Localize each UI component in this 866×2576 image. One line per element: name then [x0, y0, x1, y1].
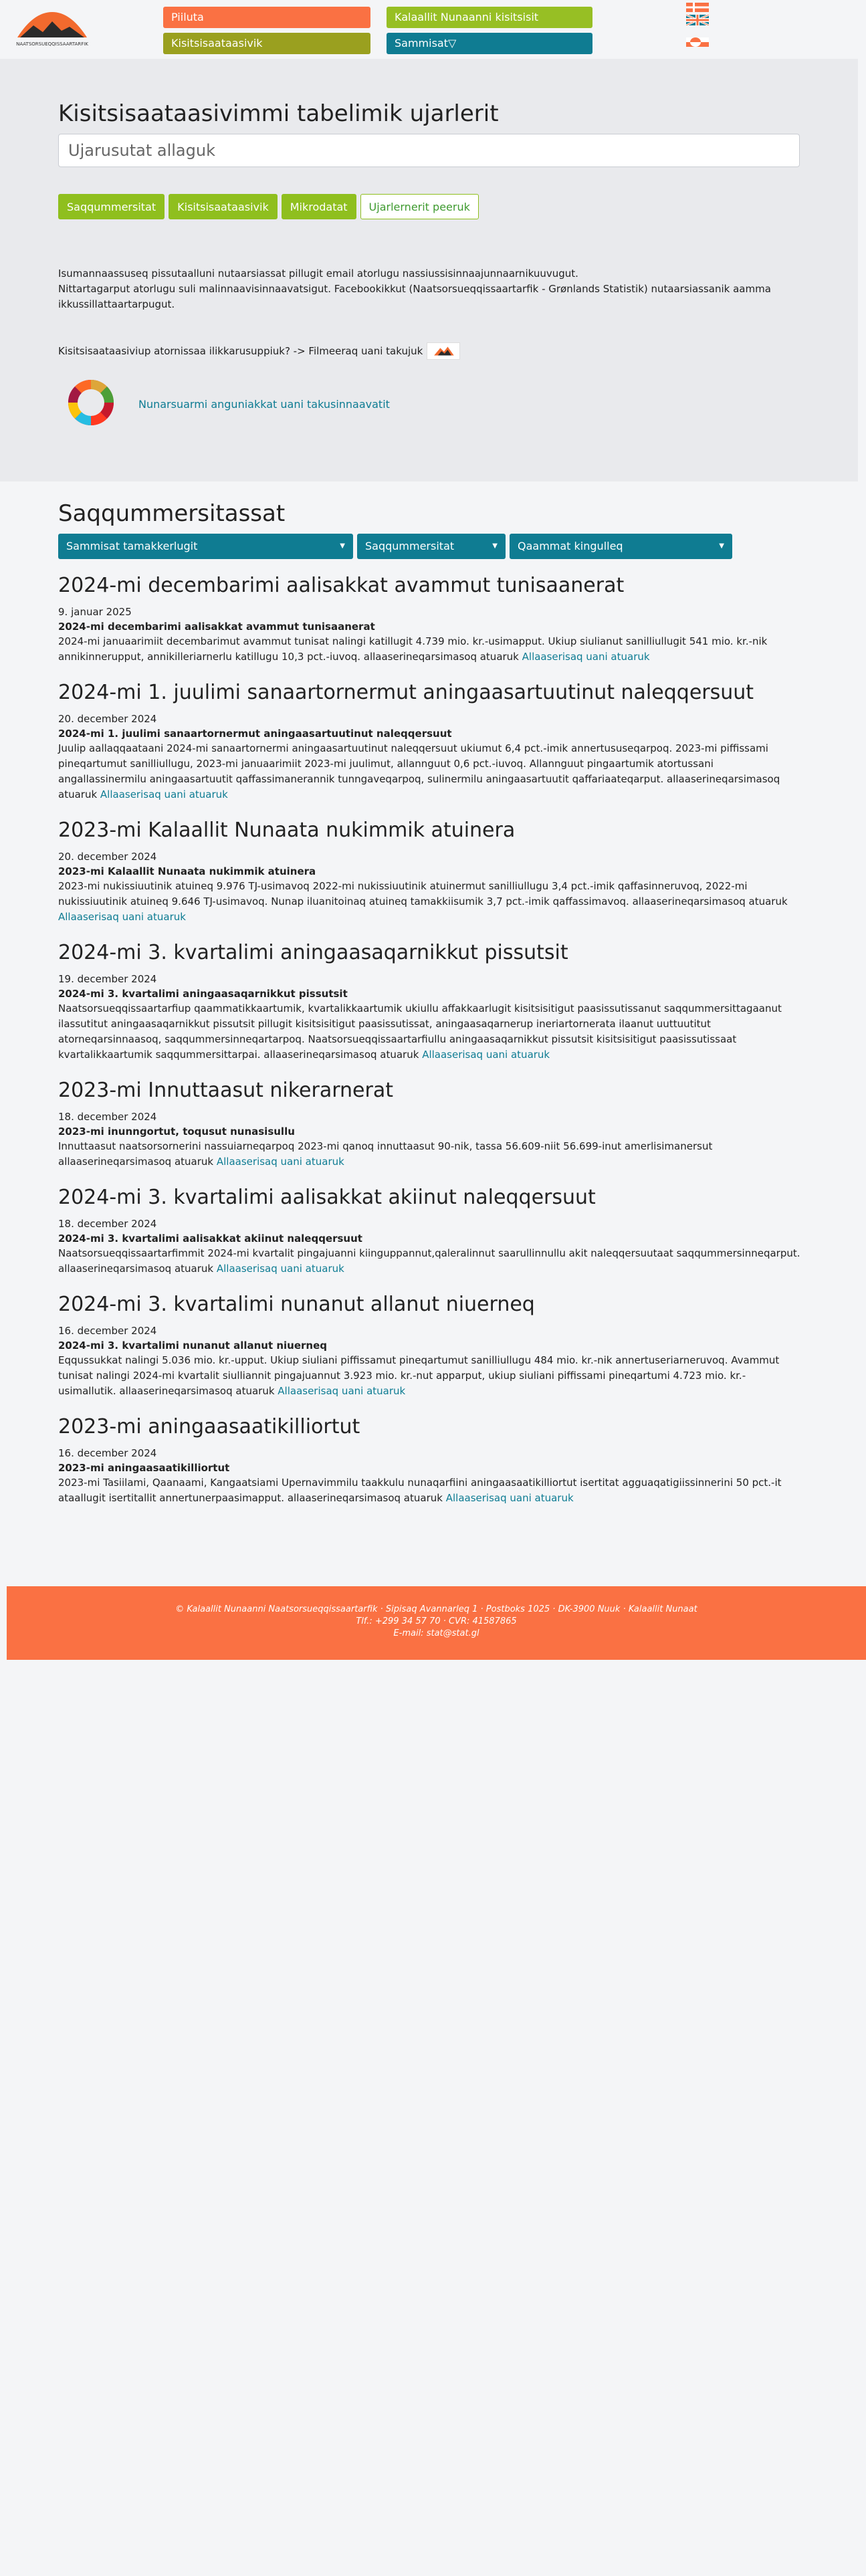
news-item: [58, 1289, 800, 1399]
logo-text: NAATSORSUEQQISSAARTARFIK: [16, 41, 88, 47]
news-item-text: 2023-mi nukissiuutinik atuineq 9.976 TJ-usimavoq 2022-mi nukissiuutinik atuinermut sanilliullugu 3,4 pct.-imik qaffasinneruvoq, 2022-mi nukissiuutinik atuineq 9.646 TJ-usimavoq. Nunap iluanitoinaq atuineq tamakkiisumik 3,7 pct.-imik qaffassimavoq. allaaserineqarsimasoq atuaruk: [58, 880, 788, 907]
news-item-text: Juulip aallaqqaataani 2024-mi sanaartornermi aningaasartuutinut naleqqersuut ukiumut 6,4 pct.-imik annertususeqarpoq. 2023-mi piffissami pineqartumut sanilliullugu, 2023-mi januaarimiit 2023-mi juulimut, allannguut 0,6 pct.-iuvoq. Allannguut pingaartumik atortussani angallassinermilu aningaasartuutit qaffassimanerannik tunngaveqarpoq, sulinermilu aningaasartuutit qaffariaateqarput. allaaserineqarsimasoq atuaruk: [58, 742, 780, 800]
film-text: Kisitsisaataasiviup atornissaa ilikkarusuppiuk? -> Filmeeraq uani takujuk: [58, 345, 423, 357]
intro-line-1: Isumannaassuseq pissutaalluni nutaarsiassat pillugit email atorlugu nassiussisinnaajunnaarnikuuvugut.: [58, 267, 578, 280]
news-item-date: 16. december 2024: [58, 1447, 157, 1459]
news-item: [58, 937, 800, 1063]
news-item-date: 9. januar 2025: [58, 606, 132, 618]
news-item-title[interactable]: 2024-mi 3. kvartalimi aalisakkat akiinut naleqqersuut: [58, 1186, 596, 1209]
search-input[interactable]: [58, 134, 800, 167]
search-tabs: [58, 194, 479, 219]
news-filters: [58, 534, 732, 559]
danish-flag-icon[interactable]: [686, 3, 709, 12]
page-title: Kisitsisaataasivimmi tabelimik ujarlerit: [58, 100, 499, 127]
news-item-text: Innuttaasut naatsorsornerini nassuiarneqarpoq 2023-mi qanoq innuttaasut 90-nik, tassa 56.609-niit 56.699-inut amerlisimanersut allaaserineqarsimasoq atuaruk: [58, 1140, 713, 1168]
news-item-body: [58, 879, 800, 925]
sdg-link[interactable]: Nunarsuarmi anguniakkat uani takusinnaavatit: [138, 398, 390, 411]
header: [0, 0, 866, 59]
read-more-link[interactable]: Allaaserisaq uani atuaruk: [100, 788, 228, 800]
news-item-date: 18. december 2024: [58, 1218, 157, 1230]
read-more-link[interactable]: Allaaserisaq uani atuaruk: [216, 1263, 344, 1275]
caret-down-icon: ▼: [340, 542, 345, 550]
nav-sammisat[interactable]: Sammisat▽: [387, 33, 592, 54]
read-more-link[interactable]: Allaaserisaq uani atuaruk: [216, 1156, 344, 1168]
caret-down-icon: ▼: [719, 542, 724, 550]
news-item-date: 19. december 2024: [58, 973, 157, 985]
filter-period-label: Qaammat kingulleq: [518, 540, 623, 552]
news-list: [58, 570, 800, 1518]
news-item-title[interactable]: 2024-mi 1. juulimi sanaartornermut aningaasartuutinut naleqqersuut: [58, 681, 754, 704]
news-item: [58, 815, 800, 925]
read-more-link[interactable]: Allaaserisaq uani atuaruk: [278, 1385, 406, 1397]
news-item-subtitle: 2024-mi 3. kvartalimi aalisakkat akiinut naleqqersuut: [58, 1232, 362, 1245]
news-item: [58, 1182, 800, 1277]
news-item-title[interactable]: 2023-mi Innuttaasut nikerarnerat: [58, 1079, 393, 1102]
news-item: [58, 1411, 800, 1506]
news-item-title[interactable]: 2023-mi aningaasaatikilliortut: [58, 1415, 360, 1438]
news-item-text: 2023-mi Tasiilami, Qaanaami, Kangaatsiami Upernavimmilu taakkulu nunaqarfiini aningaasaatikilliortut isertitat agguaqatigiissinnerini 50 pct.-it ataallugit isertitallit annertunerpaasimapput. allaaserineqarsimasoq atuaruk: [58, 1477, 782, 1504]
news-item-date: 16. december 2024: [58, 1325, 157, 1337]
news-item-body: [58, 1001, 800, 1063]
tab-mikrodatat[interactable]: Mikrodatat: [282, 194, 356, 219]
news-item-body: [58, 741, 800, 802]
intro-text: [58, 266, 807, 312]
film-logo-icon[interactable]: [427, 342, 460, 360]
news-item-text: Eqqussukkat nalingi 5.036 mio. kr.-upput. Ukiup siuliani piffissamut pineqartumut sanilliullugu 484 mio. kr.-nik annertuseriarneruvoq. Avammut tunisat nalingi 2024-mi kvartalit siulliannit pingajuannut 3.923 mio. kr.-nut apparput, ukiup siuliani piffissami pineqartumi 4.723 mio. kr.-usimallutik. allaaserineqarsimasoq atuaruk: [58, 1354, 780, 1397]
news-item-title[interactable]: 2024-mi 3. kvartalimi aningaasaqarnikkut pissutsit: [58, 941, 568, 964]
news-item-body: [58, 634, 800, 665]
footer-address: © Kalaallit Nunaanni Naatsorsueqqissaartarfik · Sipisaq Avannarleq 1 · Postboks 1025 · DK-3900 Nuuk · Kalaallit Nunaat: [175, 1604, 697, 1614]
intro-line-2: Nittartagarput atorlugu suli malinnaavisinnaavatsigut. Facebookikkut (Naatsorsueqqissaartarfik - Grønlands Statistik) nutaarsiassanik aamma ikkussillattaartarpugut.: [58, 283, 771, 310]
filter-period[interactable]: [510, 534, 732, 559]
caret-down-icon: ▼: [492, 542, 498, 550]
naatsorsueqqissaartarfik-logo[interactable]: [13, 8, 91, 51]
news-item-text: Naatsorsueqqissaartarfiup qaammatikkaartumik, kvartalikkaartumik ukiullu affakkaarlugit kisitsisitigut paasissutissanut saqqummersittagaanut ilassutitut aningaasaqarnikkut pissutsit pillugit kisitsisitigut paasissutissat, aningaasaqarnerup ineriartornerata ilaanut uuttuutitut atorneqarsinnaasoq, saqqummersinneqartarpoq. Naatsorsueqqissaartarfiullu aningaasaqarnikkut pissutsit kisitsisitigut paasissutissaat kvartalikkaartumik saqqummersittarpai. allaaserineqarsimasoq atuaruk: [58, 1002, 782, 1061]
news-item-body: [58, 1139, 800, 1170]
read-more-link[interactable]: Allaaserisaq uani atuaruk: [58, 911, 186, 923]
sdg-wheel-icon[interactable]: [67, 379, 115, 427]
news-item-title[interactable]: 2024-mi decembarimi aalisakkat avammut tunisaanerat: [58, 574, 625, 597]
news-item-body: [58, 1353, 800, 1399]
news-item-subtitle: 2024-mi 3. kvartalimi nunanut allanut niuerneq: [58, 1339, 328, 1352]
footer-phone: Tlf.: +299 34 57 70 · CVR: 41587865: [356, 1616, 517, 1626]
news-item-date: 20. december 2024: [58, 713, 157, 725]
film-tutorial: [58, 342, 460, 360]
news-item-subtitle: 2023-mi aningaasaatikilliortut: [58, 1462, 230, 1474]
footer: [7, 1586, 866, 1660]
news-title: Saqqummersitassat: [58, 500, 286, 527]
english-flag-icon[interactable]: [686, 15, 709, 25]
news-item-subtitle: 2023-mi Kalaallit Nunaata nukimmik atuinera: [58, 865, 316, 877]
footer-email[interactable]: E-mail: stat@stat.gl: [393, 1628, 479, 1638]
news-item-subtitle: 2024-mi 1. juulimi sanaartornermut aningaasartuutinut naleqqersuut: [58, 728, 452, 740]
news-item-subtitle: 2023-mi inunngortut, toqusut nunasisullu: [58, 1125, 295, 1138]
filter-type-label: Saqqummersitat: [365, 540, 455, 552]
news-item: [58, 570, 800, 665]
tab-saqqummersitat[interactable]: Saqqummersitat: [58, 194, 165, 219]
filter-subject[interactable]: [58, 534, 353, 559]
search-hero: [0, 59, 858, 481]
news-item: [58, 677, 800, 802]
read-more-link[interactable]: Allaaserisaq uani atuaruk: [445, 1492, 574, 1504]
nav-kisitsisaataasivik[interactable]: Kisitsisaataasivik: [163, 33, 370, 54]
read-more-link[interactable]: Allaaserisaq uani atuaruk: [422, 1049, 550, 1061]
filter-type[interactable]: [357, 534, 506, 559]
tab-kisitsisaataasivik[interactable]: Kisitsisaataasivik: [169, 194, 278, 219]
news-item-date: 20. december 2024: [58, 851, 157, 863]
read-more-link[interactable]: Allaaserisaq uani atuaruk: [522, 651, 650, 663]
news-item: [58, 1075, 800, 1170]
news-item-title[interactable]: 2023-mi Kalaallit Nunaata nukimmik atuinera: [58, 819, 516, 842]
greenlandic-flag-icon[interactable]: [686, 28, 709, 48]
news-item-text: 2024-mi januaarimiit decembarimut avammut tunisat nalingi katillugit 4.739 mio. kr.-usimapput. Ukiup siulianut sanilliullugit 541 mio. kr.-nik annikinnerupput, annikilleriarnerlu katillugu 10,3 pct.-iuvoq. allaaserineqarsimasoq atuaruk: [58, 635, 768, 663]
news-item-body: [58, 1246, 800, 1277]
news-item-text: Naatsorsueqqissaartarfimmit 2024-mi kvartalit pingajuanni kiinguppannut,qaleralinnut saarullinnullu akit naleqqersuutaat saqqummersinneqarput. allaaserineqarsimasoq atuaruk: [58, 1247, 800, 1275]
news-item-title[interactable]: 2024-mi 3. kvartalimi nunanut allanut niuerneq: [58, 1293, 535, 1316]
nav-kalaallit-kisitsisit[interactable]: Kalaallit Nunaanni kisitsisit: [387, 7, 592, 28]
news-item-body: [58, 1475, 800, 1506]
news-item-subtitle: 2024-mi decembarimi aalisakkat avammut tunisaanerat: [58, 621, 375, 633]
clear-search-button[interactable]: Ujarlernerit peeruk: [360, 194, 479, 219]
filter-subject-label: Sammisat tamakkerlugit: [66, 540, 198, 552]
news-item-subtitle: 2024-mi 3. kvartalimi aningaasaqarnikkut pissutsit: [58, 988, 348, 1000]
news-item-date: 18. december 2024: [58, 1111, 157, 1123]
nav-piiluta[interactable]: Piiluta: [163, 7, 370, 28]
